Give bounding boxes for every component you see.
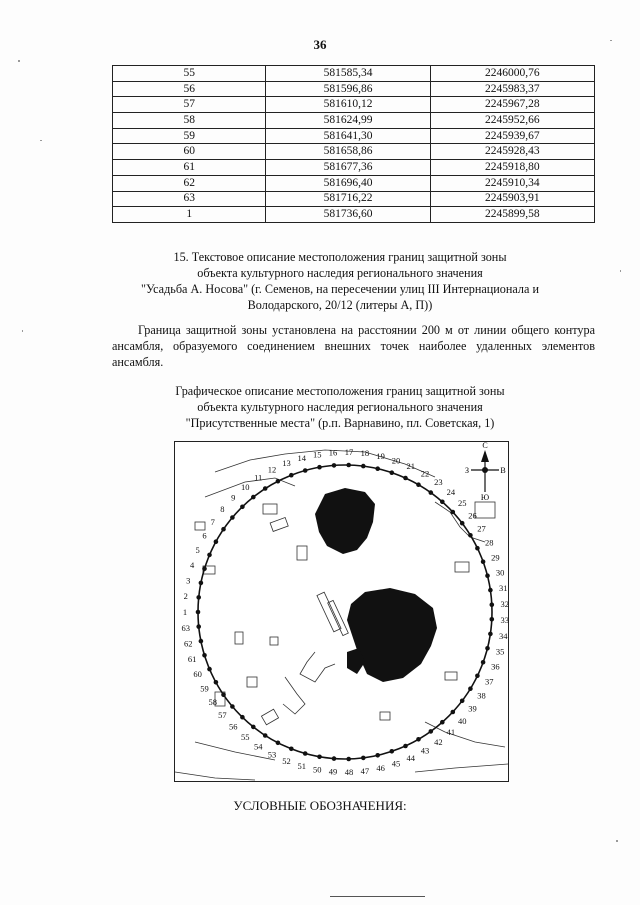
boundary-point-label: 45	[391, 758, 401, 769]
boundary-point-label: 23	[434, 477, 443, 488]
scan-speck	[18, 60, 20, 62]
boundary-point	[416, 482, 421, 487]
x-coordinate-cell: 581596,86	[266, 81, 430, 97]
dense-vegetation-areas	[315, 488, 437, 682]
compass-south-label: Ю	[480, 493, 490, 502]
boundary-point	[390, 749, 395, 754]
boundary-point-label: 8	[220, 504, 225, 515]
section-15-heading	[100, 249, 580, 313]
boundary-point	[202, 566, 207, 571]
boundary-point	[481, 660, 486, 665]
boundary-point	[488, 632, 493, 637]
boundary-point-label: 16	[328, 447, 338, 458]
page-footer-rule	[330, 896, 425, 897]
boundary-point-label: 47	[360, 765, 370, 776]
boundary-point	[317, 465, 322, 470]
boundary-point-label: 58	[208, 697, 218, 708]
boundary-point-label: 53	[267, 749, 277, 760]
boundary-point	[481, 559, 486, 564]
boundary-point-label: 61	[187, 654, 197, 665]
boundary-point-label: 48	[344, 767, 354, 777]
table-row	[113, 81, 595, 97]
boundary-point-label: 41	[446, 727, 456, 737]
boundary-point	[346, 463, 351, 468]
scan-speck	[616, 840, 618, 842]
y-coordinate-cell: 2245928,43	[430, 144, 594, 160]
boundary-point-label: 37	[484, 676, 494, 687]
boundary-point	[416, 737, 421, 742]
boundary-point	[240, 505, 245, 510]
boundary-point-label: 18	[360, 448, 370, 459]
boundary-point-label: 9	[231, 492, 236, 503]
boundary-point	[468, 533, 473, 538]
y-coordinate-cell: 2245983,37	[430, 81, 594, 97]
boundary-point-label: 14	[297, 453, 306, 463]
x-coordinate-cell: 581736,60	[266, 207, 430, 223]
y-coordinate-cell: 2245939,67	[430, 128, 594, 144]
boundary-point	[490, 617, 495, 622]
boundary-point	[276, 479, 281, 484]
y-coordinate-cell: 2245952,66	[430, 113, 594, 129]
boundary-point-label: 52	[282, 755, 291, 766]
boundary-point	[214, 539, 219, 544]
table-row	[113, 97, 595, 113]
boundary-point-label: 4	[189, 559, 195, 570]
boundary-point	[276, 741, 281, 746]
boundary-point-label: 19	[376, 451, 385, 461]
point-number-cell: 1	[113, 207, 266, 223]
point-number-cell: 56	[113, 81, 266, 97]
boundary-point-label: 49	[328, 766, 338, 777]
boundary-point-label: 50	[312, 764, 322, 775]
boundary-point	[403, 744, 408, 749]
x-coordinate-cell: 581716,22	[266, 191, 430, 207]
boundary-point	[451, 710, 456, 715]
point-number-cell: 59	[113, 128, 266, 144]
boundary-point-label: 56	[229, 721, 238, 732]
x-coordinate-cell: 581658,86	[266, 144, 430, 160]
table-row	[113, 66, 595, 82]
boundary-point	[361, 756, 366, 761]
y-coordinate-cell: 2245910,34	[430, 175, 594, 191]
table-row	[113, 128, 595, 144]
zone-map	[174, 441, 509, 782]
boundary-point	[429, 490, 434, 495]
boundary-point	[346, 757, 351, 762]
boundary-point-label: 35	[495, 646, 505, 657]
coordinates-table	[112, 65, 595, 223]
boundary-point-label: 21	[406, 461, 416, 472]
boundary-point	[207, 553, 212, 558]
boundary-point	[202, 653, 207, 658]
boundary-point-label: 30	[495, 567, 505, 578]
scan-speck	[40, 140, 42, 141]
boundary-point-label: 13	[282, 458, 291, 469]
protection-zone-paragraph: Граница защитной зоны установлена на расстоянии 200 м от линии общего контура ансамбля, образуемого соединением внешних точек наиболее удаленных элементов ансамбля.	[112, 323, 595, 369]
boundary-point-label: 33	[500, 615, 510, 625]
boundary-point-label: 60	[193, 669, 202, 680]
x-coordinate-cell: 581610,12	[266, 97, 430, 113]
boundary-point-label: 43	[420, 745, 430, 756]
table-row	[113, 175, 595, 191]
x-coordinate-cell: 581677,36	[266, 160, 430, 176]
boundary-point-label: 57	[218, 709, 227, 720]
table-row	[113, 160, 595, 176]
boundary-point	[240, 715, 245, 720]
boundary-point-label: 51	[297, 761, 306, 771]
graphic-description-heading	[100, 383, 580, 431]
boundary-point-label: 1	[182, 607, 188, 617]
boundary-point	[263, 733, 268, 738]
boundary-point	[451, 510, 456, 515]
boundary-point-label: 24	[446, 487, 456, 497]
boundary-point-label: 29	[491, 552, 500, 563]
section-15-line-2: объекта культурного наследия регионального значения	[197, 266, 483, 280]
boundary-point	[230, 515, 235, 520]
boundary-point-label: 54	[253, 741, 263, 752]
scan-speck	[620, 270, 621, 272]
boundary-point	[475, 674, 480, 679]
boundary-point	[263, 486, 268, 491]
boundary-point-label: 34	[498, 630, 508, 641]
boundary-point	[375, 466, 380, 471]
x-coordinate-cell: 581624,99	[266, 113, 430, 129]
boundary-point	[488, 588, 493, 593]
y-coordinate-cell: 2245903,91	[430, 191, 594, 207]
boundary-point	[468, 686, 473, 691]
boundary-point	[460, 521, 465, 526]
point-number-cell: 61	[113, 160, 266, 176]
boundary-point	[440, 500, 445, 505]
boundary-point-label: 36	[491, 661, 500, 672]
compass-east-label: В	[500, 466, 506, 475]
boundary-point-label: 63	[181, 622, 191, 633]
scan-speck	[22, 330, 23, 332]
boundary-point-label: 7	[210, 516, 215, 527]
boundary-point-label: 59	[200, 683, 209, 694]
point-number-cell: 63	[113, 191, 266, 207]
point-number-cell: 62	[113, 175, 266, 191]
boundary-point-label: 6	[202, 530, 207, 541]
boundary-point-label: 27	[477, 523, 486, 534]
boundary-point-label: 39	[468, 703, 477, 714]
boundary-point	[332, 756, 337, 761]
boundary-point	[251, 725, 256, 730]
graphic-title-line-1: Графическое описание местоположения границ защитной зоны	[175, 384, 505, 398]
boundary-point-label: 44	[406, 752, 416, 763]
boundary-point	[361, 464, 366, 469]
boundary-point-label: 40	[458, 715, 467, 726]
boundary-point	[214, 680, 219, 685]
point-number-cell: 57	[113, 97, 266, 113]
boundary-point	[199, 581, 204, 586]
graphic-title-line-2: объекта культурного наследия регионального значения	[197, 400, 483, 414]
boundary-point	[199, 639, 204, 644]
boundary-point	[289, 747, 294, 752]
boundary-point-label: 32	[500, 599, 510, 609]
x-coordinate-cell: 581696,40	[266, 175, 430, 191]
boundary-point-label: 55	[240, 732, 250, 743]
point-number-cell: 58	[113, 113, 266, 129]
y-coordinate-cell: 2245918,80	[430, 160, 594, 176]
boundary-point	[230, 704, 235, 709]
boundary-point	[375, 753, 380, 758]
boundary-point-label: 15	[312, 449, 322, 460]
zone-map-drawing	[175, 442, 508, 781]
boundary-point-label: 5	[195, 544, 200, 555]
boundary-point-label: 26	[468, 510, 477, 521]
boundary-point-label: 17	[344, 447, 354, 457]
boundary-point	[317, 755, 322, 760]
compass-rose	[465, 441, 506, 502]
boundary-point	[303, 468, 308, 473]
y-coordinate-cell: 2246000,76	[430, 66, 594, 82]
y-coordinate-cell: 2245967,28	[430, 97, 594, 113]
boundary-point-label: 46	[376, 763, 385, 773]
y-coordinate-cell: 2245899,58	[430, 207, 594, 223]
boundary-point	[460, 699, 465, 704]
point-number-cell: 55	[113, 66, 266, 82]
table-row	[113, 191, 595, 207]
boundary-point-label: 12	[267, 464, 277, 475]
boundary-point	[485, 646, 490, 651]
boundary-point	[429, 729, 434, 734]
table-row	[113, 144, 595, 160]
boundary-point-label: 62	[183, 638, 193, 649]
page-number: 36	[313, 37, 327, 52]
boundary-point-label: 3	[186, 575, 191, 586]
scan-speck	[610, 40, 612, 41]
boundary-point-label: 28	[484, 537, 494, 548]
table-row	[113, 113, 595, 129]
boundary-point	[303, 751, 308, 756]
boundary-point	[196, 624, 201, 629]
boundary-point-label: 22	[420, 468, 430, 479]
boundary-point	[475, 546, 480, 551]
table-row	[113, 207, 595, 223]
boundary-point	[332, 463, 337, 468]
boundary-point-label: 25	[458, 498, 467, 509]
boundary-point	[196, 595, 201, 600]
boundary-point-label: 10	[240, 481, 250, 492]
section-15-line-4: Володарского, 20/12 (литеры А, П))	[247, 298, 433, 312]
boundary-point	[207, 667, 212, 672]
boundary-point-label: 2	[183, 591, 188, 602]
boundary-point	[251, 495, 256, 500]
boundary-point-label: 20	[391, 455, 401, 466]
section-15-line-1: 15. Текстовое описание местоположения границ защитной зоны	[173, 250, 507, 264]
x-coordinate-cell: 581641,30	[266, 128, 430, 144]
x-coordinate-cell: 581585,34	[266, 66, 430, 82]
legend-title: УСЛОВНЫЕ ОБОЗНАЧЕНИЯ:	[233, 798, 407, 813]
compass-north-label: С	[482, 441, 488, 450]
compass-west-label: З	[464, 466, 470, 475]
boundary-point-label: 31	[498, 583, 508, 594]
boundary-point-label: 11	[254, 472, 263, 483]
boundary-point	[390, 470, 395, 475]
graphic-title-line-3: "Присутственные места" (р.п. Варнавино, пл. Советская, 1)	[185, 416, 495, 430]
boundary-point	[196, 610, 201, 615]
section-15-line-3: "Усадьба А. Носова" (г. Семенов, на пересечении улиц III Интернационала и	[140, 282, 539, 296]
boundary-point	[440, 720, 445, 725]
boundary-point	[289, 473, 294, 478]
boundary-point	[485, 573, 490, 578]
boundary-point	[221, 693, 226, 698]
point-number-cell: 60	[113, 144, 266, 160]
boundary-point	[221, 527, 226, 532]
boundary-point	[490, 602, 495, 607]
boundary-point-label: 38	[477, 690, 486, 701]
boundary-point-label: 42	[434, 736, 443, 747]
boundary-point	[403, 476, 408, 481]
